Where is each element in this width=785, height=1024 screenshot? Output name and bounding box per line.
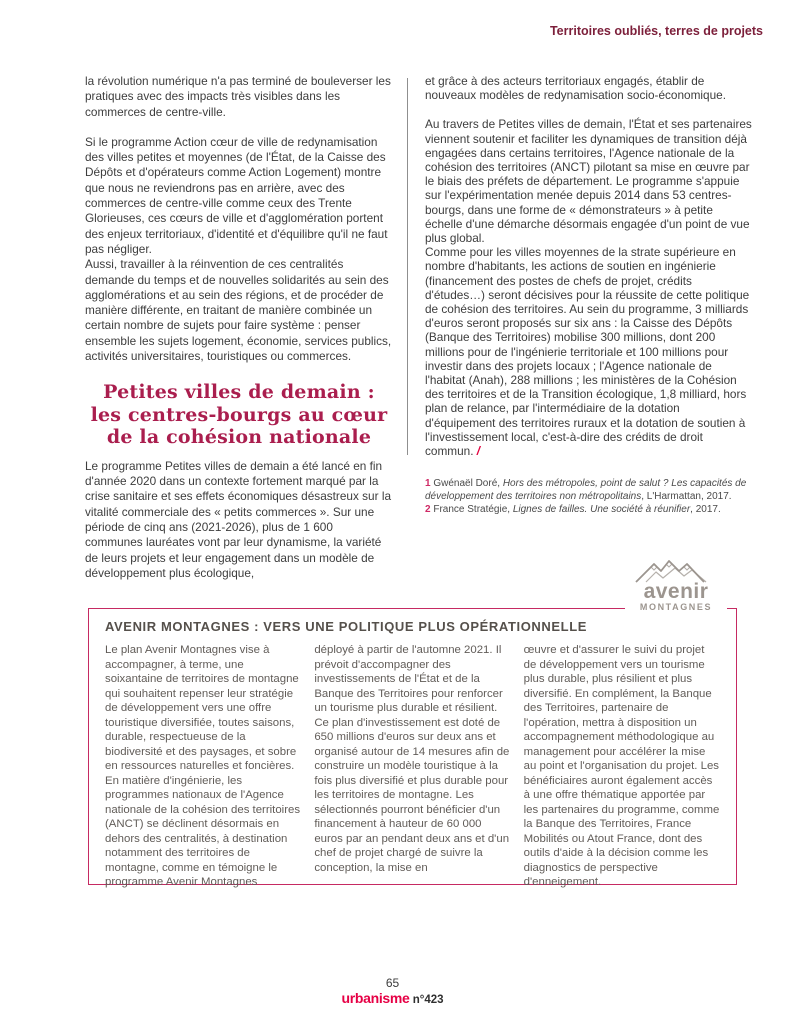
box-column-1: Le plan Avenir Montagnes vise à accompagner, à terme, une soixantaine de territoires de montagne qui souhaitent repenser leur stratégie de développement vers une offre touristique diversifiée, toutes saisons, durable, respectueuse de la biodiversité et des paysages, et sobre en ressources naturelles et foncières. En matière d'ingénierie, les programmes nationaux de l'Agence nationale de la cohésion des territoires (ANCT) se déclinent désormais en dehors des centralités, à destination notamment des territoires de montagne, comme en témoigne le programme Avenir Montagnes [105,644,301,888]
article-left-column [85,74,393,581]
box-column-3: œuvre et d'assurer le suivi du projet de développement vers un tourisme plus durable, plus résilient et plus diversifié. En complément, la Banque des Territoires, partenaire de l'opération, mettra à disposition un accompagnement méthodologique au management pour accélérer la mise au point et l'organisation du projet. Les bénéficiaires auront également accès à une offre thématique apportée par les partenaires du programme, comme la Banque des Territoires, France Mobilités ou Atout France, dont des outils d'aide à la décision comme les diagnostics de perspective d'enneigement. [523,644,720,888]
footnote-number: 1 [425,478,431,490]
avenir-montagnes-logo [625,558,727,615]
column-divider [407,78,408,455]
footnote [425,478,752,504]
running-head: Territoires oubliés, terres de projets [549,24,763,38]
paragraph: et grâce à des acteurs territoriaux engagés, établir de nouveaux modèles de redynamisation socio-économique. [425,74,726,103]
paragraph: Le programme Petites villes de demain a été lancé en fin d'année 2020 dans un contexte fortement marqué par la crise sanitaire et ses effets économiques désastreux sur la vitalité commerciale des « petits commerces ». Sur une période de cinq ans (2021-2026), plus de 1 600 communes lauréates vont par leur dynamisme, la variété de leurs projets et leur engagement dans un modèle de développement plus écologique, [85,458,391,580]
logo-wordmark: avenir [643,580,709,603]
footnote-text: , L'Harmattan, 2017. [641,491,732,503]
footnote-title: Hors des métropoles, point de salut ? Les capacités de développement des territoires non métropolitains [425,478,747,503]
footnote-text: Gwénaël Doré, [430,478,503,490]
page-number: 65 [385,976,400,990]
footnote-number: 2 [425,503,431,515]
heading-line: les centres-bourgs au cœur [90,403,388,426]
heading-line: Petites villes de demain : [103,381,375,404]
logo-subtitle: MONTAGNES [639,602,713,612]
magazine-brand-line [0,990,785,1008]
footnote-text: France Stratégie, [430,503,513,515]
article-end-slash: / [476,444,481,459]
box-columns [89,634,736,890]
box-title: AVENIR MONTAGNES : VERS UNE POLITIQUE PLUS OPÉRATIONNELLE [105,619,588,634]
heading-line: de la cohésion nationale [106,426,372,449]
footnote [425,504,752,517]
paragraph: Aussi, travailler à la réinvention de ces centralités demande du temps et de nouvelles solidarités au sein des agglomérations et au sein des régions, et de procéder de manière différente, en traitant de manière combinée un certain nombre de sujets pour faire système : penser ensemble les sujets logement, économie, services publics, activités universitaires, touristiques ou commerces. [85,257,392,364]
page-footer [0,976,785,1008]
paragraph: la révolution numérique n'a pas terminé de bouleverser les pratiques avec des impacts très visibles dans les commerces de centre-ville. [85,74,391,119]
paragraph: Au travers de Petites villes de demain, l'État et ses partenaires viennent soutenir et faciliter les dynamiques de transition déjà engagées dans certains territoires, l'Agence nationale de la cohésion des territoires (ANCT) pilotant sa mise en œuvre par le biais des préfets de département. Le programme s'appuie sur l'expérimentation menée depuis 2014 dans 53 centres-bourgs, dans une forme de « démonstrateurs » à petite échelle d'une démarche désormais engagée d'un point de vue plus global. [425,117,752,246]
paragraph [425,245,752,458]
footnotes [425,478,752,516]
paragraph: Si le programme Action cœur de ville de redynamisation des villes petites et moyennes (de l'État, de la Caisse des Dépôts et d'opérateurs comme Action Logement) montre que nous ne reviendrons pas en arrière, avec des commerces de centre-ville comme ceux des Trente Glorieuses, ces cœurs de ville et d'agglomération portent des enjeux territoriaux, d'identité et d'équilibre qu'il ne faut pas négliger. [85,134,388,256]
article-right-column [425,74,752,517]
footnote-title: Lignes de failles. Une société à réunifier [512,503,691,515]
paragraph-text: Comme pour les villes moyennes de la strate supérieure en nombre d'habitants, les actions de soutien en ingénierie (financement des postes de chefs de projet, crédits d'études…) seront décisives pour la réussite de cette politique de cohésion des territoires. Au sein du programme, 3 milliards d'euros seront proposés sur six ans : la Caisse des Dépôts (Banque des Territoires) mobilise 300 millions, dont 200 millions pour de l'ingénierie territoriale et 100 millions pour investir dans des projets locaux ; l'Agence nationale de l'habitat (Anah), 288 millions ; les ministères de la Cohésion des territoires et de la Transition écologique, 1,8 milliard, hors plan de relance, par l'intermédiaire de la dotation d'équipement des territoires ruraux et la dotation de soutien à l'investissement local, c'est-à-dire des crédits de droit commun. [425,245,750,459]
section-heading [85,381,393,449]
magazine-issue: n°423 [412,994,444,1006]
magazine-brand: urbanisme [341,990,410,1006]
avenir-montagnes-box [88,580,737,888]
footnote-text: , 2017. [690,503,721,515]
box-column-2: déployé à partir de l'automne 2021. Il prévoit d'accompagner des investissements de l'État et de la Banque des Territoires pour renforcer un tourisme plus durable et résilient. Ce plan d'investissement est doté de 650 millions d'euros sur deux ans et organisé autour de 14 mesures afin de construire un modèle touristique à la fois plus diversifié et plus durable pour les territoires de montagne. Les sélectionnés pourront bénéficier d'un financement à hauteur de 60 000 euros par an pendant deux ans et d'un chef de projet chargé de suivre la conception, la mise en [314,644,510,874]
